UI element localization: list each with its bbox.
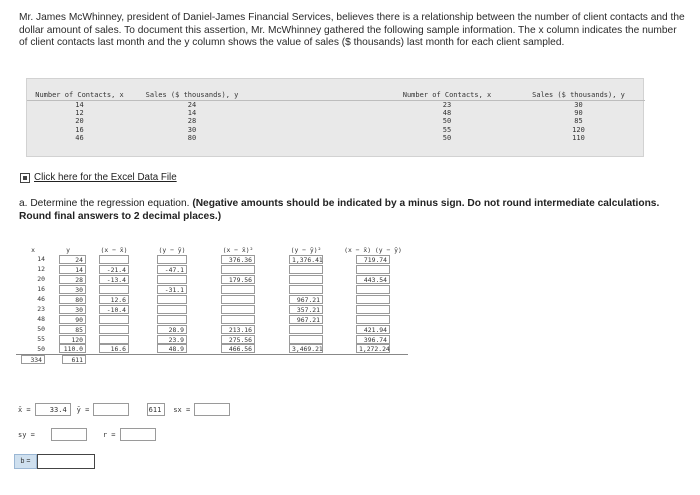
- sq-y-field[interactable]: 357.21: [289, 305, 323, 314]
- sy-label: sy =: [18, 430, 35, 439]
- cell-x: 20: [75, 117, 84, 126]
- dev-y-field[interactable]: 28.9: [157, 325, 187, 334]
- dev-y-field[interactable]: 48.9: [157, 344, 187, 353]
- dev-y-field[interactable]: [157, 315, 187, 324]
- cell-x: 55: [442, 125, 452, 134]
- dev-y-field[interactable]: [157, 305, 187, 314]
- worksheet-row: [16, 324, 408, 334]
- sq-y-field[interactable]: 967.21: [289, 315, 323, 324]
- product-field[interactable]: [356, 285, 390, 294]
- table-row: [27, 134, 645, 142]
- sq-y-field[interactable]: 3,469.21: [289, 344, 323, 353]
- sq-y-field[interactable]: [289, 325, 323, 334]
- b-answer-field[interactable]: [37, 454, 95, 469]
- table-row: [27, 126, 645, 134]
- product-field[interactable]: 421.94: [356, 325, 390, 334]
- sq-x-field[interactable]: 179.56: [221, 275, 255, 284]
- table-row: [27, 109, 645, 117]
- x-value: 46: [37, 295, 45, 303]
- y-field[interactable]: 24: [59, 255, 86, 264]
- cell-x: 46: [75, 134, 84, 143]
- totals-row: [16, 354, 408, 364]
- problem-intro: Mr. James McWhinney, president of Daniel-James Financial Services, believes there is a relationship between the number of client contacts and the dollar amount of sales. To document this assertion, Mr. McWhinney gathered the following sample information. The x column indicates the number of client contacts last month and the y column shows the value of sales ($ thousands) last month for each client sampled.: [19, 12, 685, 49]
- worksheet-row: [16, 314, 408, 324]
- sy-r-row: [18, 428, 156, 441]
- product-field[interactable]: [356, 305, 390, 314]
- sq-x-field[interactable]: [221, 305, 255, 314]
- col-header-dev-x: (x − x̄): [100, 246, 128, 254]
- cell-y: 85: [574, 117, 583, 126]
- worksheet-row: [16, 334, 408, 344]
- x-value: 20: [37, 275, 45, 283]
- b-answer-row: [14, 454, 95, 469]
- col-header-product: (x − x̄) (y − ȳ): [344, 246, 402, 254]
- question-prefix: a. Determine the regression equation.: [19, 198, 190, 209]
- dev-y-field[interactable]: [157, 255, 187, 264]
- product-field[interactable]: [356, 315, 390, 324]
- dev-x-field[interactable]: [99, 335, 129, 344]
- cell-x: 12: [75, 108, 84, 117]
- worksheet-row: [16, 274, 408, 284]
- sq-x-field[interactable]: [221, 285, 255, 294]
- dev-x-field[interactable]: -10.4: [99, 305, 129, 314]
- sq-x-field[interactable]: [221, 265, 255, 274]
- cell-y: 90: [574, 108, 583, 117]
- sample-data-table: [27, 82, 645, 143]
- x-value: 14: [37, 255, 45, 263]
- dev-x-field[interactable]: 16.6: [99, 344, 129, 353]
- worksheet-row: [16, 344, 408, 354]
- header-contacts-right: Number of Contacts, x: [402, 91, 492, 100]
- regression-worksheet: [16, 240, 616, 364]
- dev-x-field[interactable]: -13.4: [99, 275, 129, 284]
- dev-y-field[interactable]: [157, 295, 187, 304]
- r-label: r =: [102, 430, 116, 439]
- sq-y-field[interactable]: [289, 285, 323, 294]
- sx-label: sx =: [173, 405, 191, 414]
- y-field[interactable]: 80: [59, 295, 86, 304]
- y-field[interactable]: 28: [59, 275, 86, 284]
- cell-x: 50: [442, 117, 452, 126]
- x-value: 55: [37, 335, 45, 343]
- excel-data-link[interactable]: [20, 172, 177, 183]
- col-header-y: y: [66, 246, 70, 254]
- cell-y: 110: [572, 134, 585, 143]
- sq-y-field[interactable]: 1,376.41: [289, 255, 323, 264]
- dev-y-field[interactable]: 23.9: [157, 335, 187, 344]
- sq-x-field[interactable]: 466.56: [221, 344, 255, 353]
- cell-y: 30: [574, 100, 583, 109]
- sy-field[interactable]: [51, 428, 87, 441]
- ybar-secondary-field[interactable]: 611: [147, 403, 165, 416]
- table-row: [27, 100, 645, 109]
- xbar-label: x̄ =: [18, 405, 31, 414]
- y-field[interactable]: 90: [59, 315, 86, 324]
- sum-y-field[interactable]: 611: [62, 355, 86, 364]
- y-field[interactable]: 120: [59, 335, 86, 344]
- dev-x-field[interactable]: [99, 255, 129, 264]
- worksheet-table: [16, 240, 408, 364]
- r-field[interactable]: [120, 428, 156, 441]
- sq-y-field[interactable]: [289, 265, 323, 274]
- spreadsheet-icon: [20, 173, 30, 183]
- sq-x-field[interactable]: 213.16: [221, 325, 255, 334]
- y-field[interactable]: 85: [59, 325, 86, 334]
- x-value: 48: [37, 315, 45, 323]
- question-instruction: (Negative amounts should be indicated by a minus sign. Do not round intermediate calculations. Round final answers to 2 decimal places.): [19, 198, 660, 222]
- cell-y: 28: [187, 117, 197, 126]
- table-row: [27, 117, 645, 125]
- sq-x-field[interactable]: 376.36: [221, 255, 255, 264]
- col-header-x: x: [31, 246, 35, 254]
- worksheet-row: [16, 304, 408, 314]
- cell-y: 14: [187, 108, 197, 117]
- x-value: 12: [37, 265, 45, 273]
- header-contacts-left: Number of Contacts, x: [35, 91, 124, 100]
- cell-y: 80: [187, 134, 197, 143]
- sq-x-field[interactable]: [221, 295, 255, 304]
- ybar-field[interactable]: [93, 403, 129, 416]
- product-field[interactable]: 396.74: [356, 335, 390, 344]
- col-header-dev-y: (y − ȳ): [158, 246, 186, 254]
- sq-y-field[interactable]: [289, 275, 323, 284]
- cell-y: 30: [187, 125, 197, 134]
- sx-field[interactable]: [194, 403, 230, 416]
- product-field[interactable]: [356, 295, 390, 304]
- x-value: 16: [37, 285, 45, 293]
- y-field[interactable]: 30: [59, 285, 86, 294]
- product-field[interactable]: [356, 265, 390, 274]
- excel-link-label[interactable]: Click here for the Excel Data File: [34, 172, 177, 183]
- dev-x-field[interactable]: 12.6: [99, 295, 129, 304]
- cell-x: 23: [442, 100, 452, 109]
- ybar-label: ȳ =: [76, 405, 90, 414]
- cell-y: 24: [187, 100, 197, 109]
- dev-x-field[interactable]: -21.4: [99, 265, 129, 274]
- header-sales-right: Sales ($ thousands), y: [532, 91, 625, 100]
- dev-x-field[interactable]: [99, 325, 129, 334]
- means-row: [18, 403, 230, 416]
- question-a: [19, 198, 687, 223]
- sq-y-field[interactable]: 967.21: [289, 295, 323, 304]
- worksheet-row: [16, 284, 408, 294]
- cell-y: 120: [572, 125, 585, 134]
- x-value: 50: [37, 344, 45, 353]
- dev-y-field[interactable]: [157, 275, 187, 284]
- x-value: 50: [37, 325, 45, 333]
- dev-y-field[interactable]: -31.1: [157, 285, 187, 294]
- cell-x: 14: [75, 100, 84, 109]
- worksheet-row: [16, 254, 408, 264]
- sq-x-field[interactable]: 275.56: [221, 335, 255, 344]
- b-label: b =: [14, 454, 37, 469]
- xbar-field[interactable]: 33.4: [35, 403, 71, 416]
- dev-x-field[interactable]: [99, 285, 129, 294]
- product-field[interactable]: 443.54: [356, 275, 390, 284]
- cell-x: 50: [442, 134, 452, 143]
- sample-data-panel: [26, 78, 644, 157]
- col-header-sq-x: (x − x̄)²: [222, 246, 254, 254]
- y-field[interactable]: 110.0: [59, 344, 86, 353]
- sq-y-field[interactable]: [289, 335, 323, 344]
- y-field[interactable]: 14: [59, 265, 86, 274]
- y-field[interactable]: 30: [59, 305, 86, 314]
- worksheet-row: [16, 264, 408, 274]
- cell-x: 16: [75, 125, 84, 134]
- x-value: 23: [37, 305, 45, 313]
- cell-x: 48: [442, 108, 452, 117]
- product-field[interactable]: 719.74: [356, 255, 390, 264]
- header-sales-left: Sales ($ thousands), y: [145, 91, 239, 100]
- worksheet-row: [16, 294, 408, 304]
- dev-x-field[interactable]: [99, 315, 129, 324]
- sum-x-field[interactable]: 334: [21, 355, 45, 364]
- product-field[interactable]: 1,272.24: [356, 344, 390, 353]
- dev-y-field[interactable]: -47.1: [157, 265, 187, 274]
- sq-x-field[interactable]: [221, 315, 255, 324]
- col-header-sq-y: (y − ȳ)²: [290, 246, 322, 254]
